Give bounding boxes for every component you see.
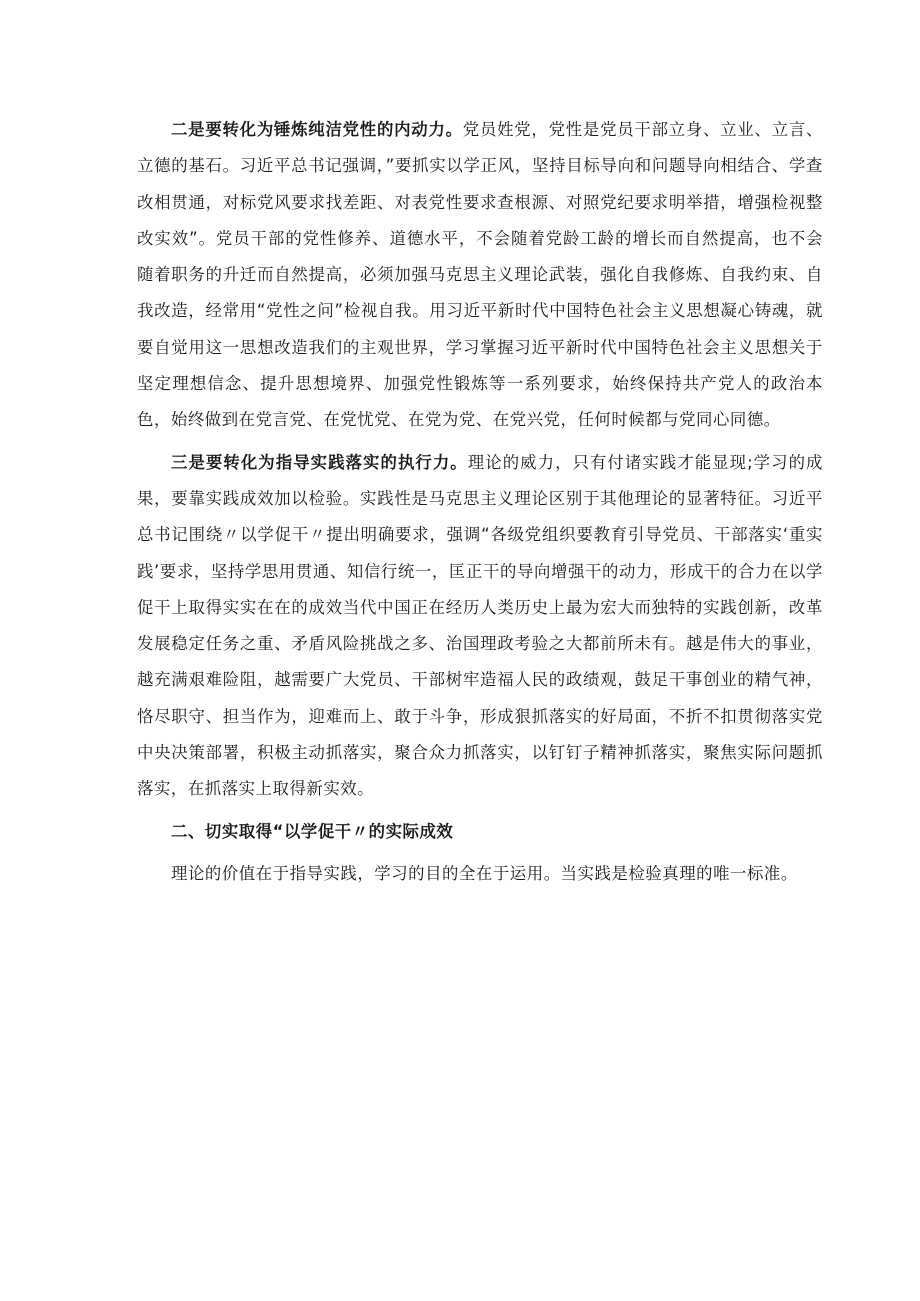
paragraph-lead-practice-execution: 三是要转化为指导实践落实的执行力。 bbox=[171, 452, 468, 472]
section-heading: 二、切实取得“以学促干〃的实际成效 bbox=[171, 821, 454, 841]
paragraph-body-theory-value: 理论的价值在于指导实践，学习的目的全在于运用。当实践是检验真理的唯一标准。 bbox=[171, 863, 798, 883]
paragraph-practice-execution bbox=[137, 445, 823, 808]
paragraph-lead-party-spirit: 二是要转化为锤炼纯洁党性的内动力。 bbox=[171, 120, 463, 139]
paragraph-party-spirit bbox=[137, 112, 823, 439]
document-body bbox=[137, 112, 823, 892]
paragraph-body-party-spirit: 党员姓党，党性是党员干部立身、立业、立言、立德的基石。习近平总书记强调，”要抓实以学正风，坚持目标导向和问题导向相结合、学查改相贯通，对标党风要求找差距、对表党性要求查根源、对照党纪要求明举措，增强检视整改实效”。党员干部的党性修养、道德水平，不会随着党龄工龄的增长而自然提高，也不会随着职务的升迁而自然提高，必须加强马克思主义理论武装，强化自我修炼、自我约束、自我改造，经常用“党性之问”检视自我。用习近平新时代中国特色社会主义思想凝心铸魂，就要自觉用这一思想改造我们的主观世界，学习掌握习近平新时代中国特色社会主义思想关于坚定理想信念、提升思想境界、加强党性锻炼等一系列要求，始终保持共产党人的政治本色，始终做到在党言党、在党忧党、在党为党、在党兴党，任何时候都与党同心同德。 bbox=[137, 120, 823, 430]
paragraph-theory-value bbox=[137, 856, 823, 892]
paragraph-body-practice-execution: 理论的威力，只有付诸实践才能显现;学习的成果，要靠实践成效加以检验。实践性是马克思主义理论区别于其他理论的显著特征。习近平总书记围绕〃以学促干〃提出明确要求，强调“各级党组织要教育引导党员、干部落实‘重实践’要求，坚持学思用贯通、知信行统一，匡正干的导向增强干的动力，形成干的合力在以学促干上取得实实在在的成效当代中国正在经历人类历史上最为宏大而独特的实践创新，改革发展稳定任务之重、矛盾风险挑战之多、治国理政考验之大都前所未有。越是伟大的事业，越充满艰难险阻，越需要广大党员、干部树牢造福人民的政绩观，鼓足干事创业的精气神，恪尽职守、担当作为，迎难而上、敢于斗争，形成狠抓落实的好局面，不折不扣贯彻落实党中央决策部署，积极主动抓落实，聚合众力抓落实，以钉钉子精神抓落实，聚焦实际问题抓落实，在抓落实上取得新实效。 bbox=[137, 452, 823, 799]
